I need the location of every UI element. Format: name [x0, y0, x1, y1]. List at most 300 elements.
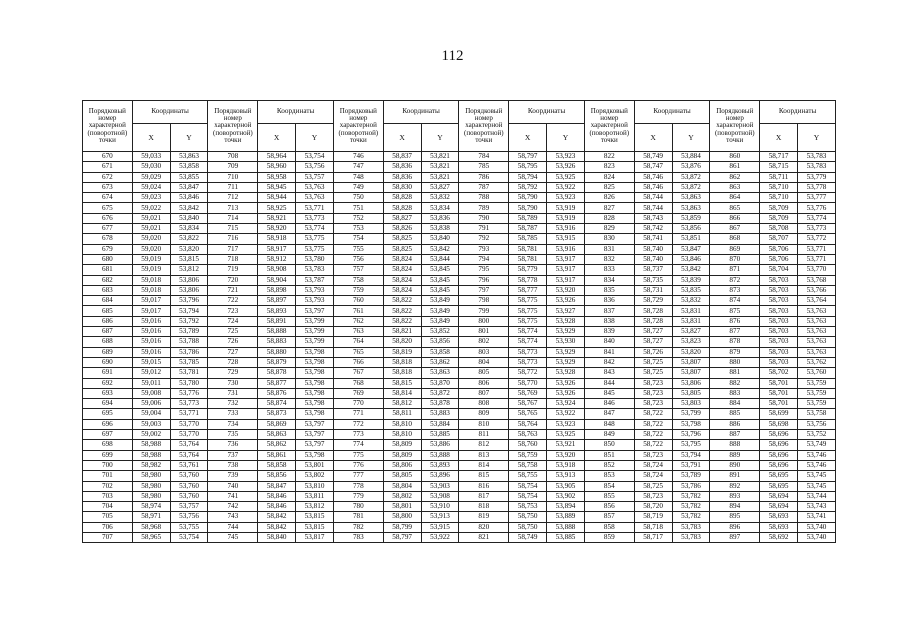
x-value: 58,709	[760, 213, 798, 223]
point-number: 879	[710, 347, 760, 357]
x-value: 58,770	[509, 378, 547, 388]
header-ordinal: Порядковый номер характерной (поворотной) точки	[710, 101, 760, 152]
point-number: 824	[584, 172, 634, 182]
point-number: 708	[208, 152, 258, 162]
point-number: 892	[710, 481, 760, 491]
point-number: 743	[208, 512, 258, 522]
y-value: 53,923	[547, 193, 585, 203]
header-ordinal: Порядковый номер характерной (поворотной) точки	[83, 101, 133, 152]
x-value: 58,811	[383, 409, 421, 419]
y-value: 53,755	[170, 522, 208, 532]
y-value: 53,756	[296, 162, 334, 172]
y-value: 53,922	[547, 409, 585, 419]
y-value: 53,779	[798, 172, 836, 182]
y-value: 53,803	[672, 399, 710, 409]
y-value: 53,774	[798, 213, 836, 223]
point-number: 776	[333, 460, 383, 470]
x-value: 58,965	[132, 532, 170, 542]
point-number: 857	[584, 512, 634, 522]
y-value: 53,763	[296, 193, 334, 203]
header-coordinates: Координаты	[132, 101, 208, 124]
header-x: X	[132, 124, 170, 152]
y-value: 53,757	[296, 172, 334, 182]
page-number: 112	[441, 48, 464, 64]
y-value: 53,846	[672, 254, 710, 264]
point-number: 873	[710, 285, 760, 295]
x-value: 59,008	[132, 388, 170, 398]
x-value: 58,725	[634, 481, 672, 491]
y-value: 53,863	[170, 152, 208, 162]
x-value: 58,725	[634, 357, 672, 367]
x-value: 58,858	[258, 460, 296, 470]
x-value: 58,873	[258, 409, 296, 419]
point-number: 830	[584, 234, 634, 244]
point-number: 819	[459, 512, 509, 522]
point-number: 714	[208, 213, 258, 223]
x-value: 59,023	[132, 193, 170, 203]
y-value: 53,884	[421, 419, 459, 429]
table-row	[83, 522, 836, 532]
y-value: 53,764	[798, 296, 836, 306]
table-row	[83, 440, 836, 450]
y-value: 53,872	[421, 388, 459, 398]
header-x: X	[383, 124, 421, 152]
point-number: 829	[584, 224, 634, 234]
point-number: 670	[83, 152, 133, 162]
point-number: 764	[333, 337, 383, 347]
table-row	[83, 162, 836, 172]
x-value: 59,018	[132, 275, 170, 285]
x-value: 58,753	[509, 502, 547, 512]
table-row	[83, 337, 836, 347]
table-row	[83, 399, 836, 409]
point-number: 838	[584, 316, 634, 326]
x-value: 58,805	[383, 471, 421, 481]
x-value: 58,702	[760, 368, 798, 378]
y-value: 53,764	[170, 450, 208, 460]
point-number: 709	[208, 162, 258, 172]
x-value: 58,720	[634, 502, 672, 512]
x-value: 58,707	[760, 234, 798, 244]
x-value: 58,701	[760, 378, 798, 388]
x-value: 58,825	[383, 234, 421, 244]
point-number: 836	[584, 296, 634, 306]
x-value: 58,709	[760, 203, 798, 213]
x-value: 58,717	[760, 152, 798, 162]
x-value: 58,980	[132, 471, 170, 481]
x-value: 58,787	[509, 224, 547, 234]
y-value: 53,805	[672, 388, 710, 398]
point-number: 730	[208, 378, 258, 388]
y-value: 53,849	[421, 296, 459, 306]
x-value: 58,806	[383, 460, 421, 470]
point-number: 747	[333, 162, 383, 172]
table-row	[83, 532, 836, 542]
point-number: 733	[208, 409, 258, 419]
x-value: 58,822	[383, 296, 421, 306]
x-value: 58,773	[509, 357, 547, 367]
x-value: 58,809	[383, 440, 421, 450]
y-value: 53,807	[672, 357, 710, 367]
point-number: 870	[710, 254, 760, 264]
point-number: 790	[459, 213, 509, 223]
coordinates-table	[82, 100, 836, 543]
x-value: 58,779	[509, 265, 547, 275]
y-value: 53,798	[296, 450, 334, 460]
x-value: 58,862	[258, 440, 296, 450]
x-value: 58,856	[258, 471, 296, 481]
y-value: 53,785	[170, 357, 208, 367]
y-value: 53,923	[547, 152, 585, 162]
header-coordinates: Координаты	[634, 101, 710, 124]
x-value: 58,722	[634, 430, 672, 440]
point-number: 888	[710, 440, 760, 450]
point-number: 700	[83, 460, 133, 470]
table-body	[83, 152, 836, 543]
y-value: 53,888	[421, 450, 459, 460]
x-value: 58,750	[509, 522, 547, 532]
y-value: 53,856	[672, 224, 710, 234]
table-row	[83, 244, 836, 254]
table-row	[83, 213, 836, 223]
point-number: 866	[710, 213, 760, 223]
point-number: 835	[584, 285, 634, 295]
x-value: 58,846	[258, 502, 296, 512]
x-value: 58,912	[258, 254, 296, 264]
y-value: 53,913	[421, 512, 459, 522]
y-value: 53,923	[547, 419, 585, 429]
point-number: 679	[83, 244, 133, 254]
x-value: 58,742	[634, 224, 672, 234]
y-value: 53,885	[547, 532, 585, 542]
x-value: 58,781	[509, 244, 547, 254]
x-value: 59,002	[132, 430, 170, 440]
y-value: 53,799	[296, 337, 334, 347]
y-value: 53,749	[798, 440, 836, 450]
x-value: 58,971	[132, 512, 170, 522]
y-value: 53,929	[547, 347, 585, 357]
y-value: 53,926	[547, 162, 585, 172]
x-value: 58,801	[383, 502, 421, 512]
x-value: 59,022	[132, 203, 170, 213]
x-value: 59,015	[132, 357, 170, 367]
y-value: 53,835	[672, 285, 710, 295]
y-value: 53,798	[296, 378, 334, 388]
point-number: 807	[459, 388, 509, 398]
x-value: 58,898	[258, 285, 296, 295]
y-value: 53,798	[672, 419, 710, 429]
x-value: 58,723	[634, 378, 672, 388]
point-number: 789	[459, 203, 509, 213]
point-number: 699	[83, 450, 133, 460]
y-value: 53,845	[421, 285, 459, 295]
table-row	[83, 430, 836, 440]
point-number: 872	[710, 275, 760, 285]
x-value: 58,908	[258, 265, 296, 275]
point-number: 758	[333, 275, 383, 285]
x-value: 58,878	[258, 368, 296, 378]
x-value: 58,694	[760, 491, 798, 501]
x-value: 58,735	[634, 275, 672, 285]
x-value: 58,722	[634, 409, 672, 419]
y-value: 53,820	[170, 244, 208, 254]
y-value: 53,815	[296, 512, 334, 522]
x-value: 59,016	[132, 337, 170, 347]
x-value: 58,699	[760, 409, 798, 419]
point-number: 809	[459, 409, 509, 419]
x-value: 59,033	[132, 152, 170, 162]
y-value: 53,910	[421, 502, 459, 512]
y-value: 53,783	[296, 265, 334, 275]
y-value: 53,793	[296, 285, 334, 295]
y-value: 53,758	[798, 409, 836, 419]
point-number: 727	[208, 347, 258, 357]
y-value: 53,834	[170, 224, 208, 234]
y-value: 53,775	[296, 244, 334, 254]
x-value: 58,703	[760, 296, 798, 306]
point-number: 738	[208, 460, 258, 470]
point-number: 808	[459, 399, 509, 409]
header-coordinates: Координаты	[509, 101, 585, 124]
x-value: 58,731	[634, 285, 672, 295]
x-value: 58,797	[383, 532, 421, 542]
point-number: 815	[459, 471, 509, 481]
x-value: 58,773	[509, 347, 547, 357]
y-value: 53,924	[547, 399, 585, 409]
point-number: 685	[83, 306, 133, 316]
x-value: 58,767	[509, 399, 547, 409]
x-value: 58,893	[258, 306, 296, 316]
point-number: 881	[710, 368, 760, 378]
x-value: 59,021	[132, 213, 170, 223]
x-value: 58,824	[383, 275, 421, 285]
y-value: 53,797	[296, 440, 334, 450]
y-value: 53,771	[296, 203, 334, 213]
point-number: 806	[459, 378, 509, 388]
y-value: 53,920	[547, 450, 585, 460]
x-value: 58,825	[383, 244, 421, 254]
x-value: 58,703	[760, 357, 798, 367]
point-number: 672	[83, 172, 133, 182]
table-row	[83, 368, 836, 378]
x-value: 58,794	[509, 172, 547, 182]
point-number: 710	[208, 172, 258, 182]
y-value: 53,810	[296, 481, 334, 491]
point-number: 848	[584, 419, 634, 429]
y-value: 53,760	[170, 491, 208, 501]
y-value: 53,752	[798, 430, 836, 440]
point-number: 773	[333, 430, 383, 440]
point-number: 782	[333, 522, 383, 532]
point-number: 687	[83, 327, 133, 337]
point-number: 817	[459, 491, 509, 501]
point-number: 749	[333, 182, 383, 192]
y-value: 53,798	[296, 399, 334, 409]
point-number: 878	[710, 337, 760, 347]
x-value: 58,744	[634, 203, 672, 213]
point-number: 677	[83, 224, 133, 234]
table-row	[83, 419, 836, 429]
y-value: 53,915	[421, 522, 459, 532]
y-value: 53,802	[296, 471, 334, 481]
x-value: 58,703	[760, 285, 798, 295]
y-value: 53,815	[296, 522, 334, 532]
x-value: 58,810	[383, 419, 421, 429]
x-value: 58,747	[634, 162, 672, 172]
y-value: 53,889	[547, 512, 585, 522]
x-value: 58,774	[509, 327, 547, 337]
x-value: 59,016	[132, 347, 170, 357]
x-value: 58,814	[383, 388, 421, 398]
point-number: 702	[83, 481, 133, 491]
y-value: 53,770	[170, 419, 208, 429]
y-value: 53,740	[798, 522, 836, 532]
x-value: 58,800	[383, 512, 421, 522]
point-number: 834	[584, 275, 634, 285]
y-value: 53,760	[170, 481, 208, 491]
point-number: 713	[208, 203, 258, 213]
y-value: 53,844	[421, 254, 459, 264]
x-value: 58,706	[760, 244, 798, 254]
x-value: 59,004	[132, 409, 170, 419]
point-number: 796	[459, 275, 509, 285]
y-value: 53,799	[296, 327, 334, 337]
y-value: 53,763	[296, 182, 334, 192]
table-row	[83, 234, 836, 244]
x-value: 58,726	[634, 347, 672, 357]
x-value: 58,703	[760, 275, 798, 285]
point-number: 722	[208, 296, 258, 306]
point-number: 891	[710, 471, 760, 481]
point-number: 822	[584, 152, 634, 162]
y-value: 53,842	[672, 265, 710, 275]
y-value: 53,918	[547, 460, 585, 470]
x-value: 58,836	[383, 162, 421, 172]
y-value: 53,786	[672, 481, 710, 491]
x-value: 58,717	[634, 532, 672, 542]
y-value: 53,863	[672, 203, 710, 213]
point-number: 858	[584, 522, 634, 532]
x-value: 58,758	[509, 460, 547, 470]
point-number: 695	[83, 409, 133, 419]
header-coordinates: Координаты	[760, 101, 836, 124]
x-value: 58,694	[760, 502, 798, 512]
table-row	[83, 306, 836, 316]
x-value: 58,847	[258, 481, 296, 491]
y-value: 53,789	[170, 327, 208, 337]
point-number: 721	[208, 285, 258, 295]
x-value: 58,826	[383, 224, 421, 234]
point-number: 729	[208, 368, 258, 378]
point-number: 811	[459, 430, 509, 440]
point-number: 748	[333, 172, 383, 182]
x-value: 58,777	[509, 285, 547, 295]
x-value: 58,863	[258, 430, 296, 440]
point-number: 810	[459, 419, 509, 429]
x-value: 58,781	[509, 254, 547, 264]
x-value: 58,925	[258, 203, 296, 213]
x-value: 58,740	[634, 244, 672, 254]
y-value: 53,917	[547, 275, 585, 285]
y-value: 53,821	[421, 152, 459, 162]
header-y: Y	[798, 124, 836, 152]
y-value: 53,760	[798, 368, 836, 378]
y-value: 53,872	[672, 172, 710, 182]
point-number: 843	[584, 368, 634, 378]
y-value: 53,849	[421, 306, 459, 316]
x-value: 59,024	[132, 182, 170, 192]
y-value: 53,783	[672, 522, 710, 532]
x-value: 58,824	[383, 265, 421, 275]
table-header	[83, 101, 836, 152]
y-value: 53,886	[421, 440, 459, 450]
y-value: 53,915	[547, 234, 585, 244]
x-value: 58,728	[634, 306, 672, 316]
point-number: 716	[208, 234, 258, 244]
point-number: 876	[710, 316, 760, 326]
point-number: 786	[459, 172, 509, 182]
point-number: 715	[208, 224, 258, 234]
x-value: 58,693	[760, 512, 798, 522]
y-value: 53,930	[547, 337, 585, 347]
x-value: 58,821	[383, 327, 421, 337]
x-value: 59,018	[132, 285, 170, 295]
point-number: 826	[584, 193, 634, 203]
point-number: 742	[208, 502, 258, 512]
point-number: 798	[459, 296, 509, 306]
x-value: 58,974	[132, 502, 170, 512]
point-number: 777	[333, 471, 383, 481]
x-value: 58,815	[383, 378, 421, 388]
x-value: 58,725	[634, 368, 672, 378]
point-number: 805	[459, 368, 509, 378]
y-value: 53,847	[170, 182, 208, 192]
x-value: 58,792	[509, 182, 547, 192]
y-value: 53,806	[170, 285, 208, 295]
x-value: 58,775	[509, 316, 547, 326]
x-value: 58,917	[258, 244, 296, 254]
y-value: 53,781	[170, 368, 208, 378]
y-value: 53,827	[421, 182, 459, 192]
y-value: 53,783	[672, 532, 710, 542]
y-value: 53,827	[672, 327, 710, 337]
point-number: 859	[584, 532, 634, 542]
y-value: 53,863	[672, 193, 710, 203]
x-value: 58,759	[509, 450, 547, 460]
point-number: 759	[333, 285, 383, 295]
point-number: 726	[208, 337, 258, 347]
y-value: 53,746	[798, 460, 836, 470]
y-value: 53,832	[421, 193, 459, 203]
y-value: 53,760	[170, 471, 208, 481]
point-number: 712	[208, 193, 258, 203]
y-value: 53,741	[798, 512, 836, 522]
table-row	[83, 254, 836, 264]
point-number: 839	[584, 327, 634, 337]
point-number: 828	[584, 213, 634, 223]
y-value: 53,817	[296, 532, 334, 542]
y-value: 53,756	[170, 512, 208, 522]
point-number: 757	[333, 265, 383, 275]
table-row	[83, 152, 836, 162]
point-number: 723	[208, 306, 258, 316]
point-number: 688	[83, 337, 133, 347]
y-value: 53,745	[798, 481, 836, 491]
y-value: 53,759	[798, 378, 836, 388]
y-value: 53,763	[798, 316, 836, 326]
point-number: 676	[83, 213, 133, 223]
y-value: 53,896	[421, 471, 459, 481]
